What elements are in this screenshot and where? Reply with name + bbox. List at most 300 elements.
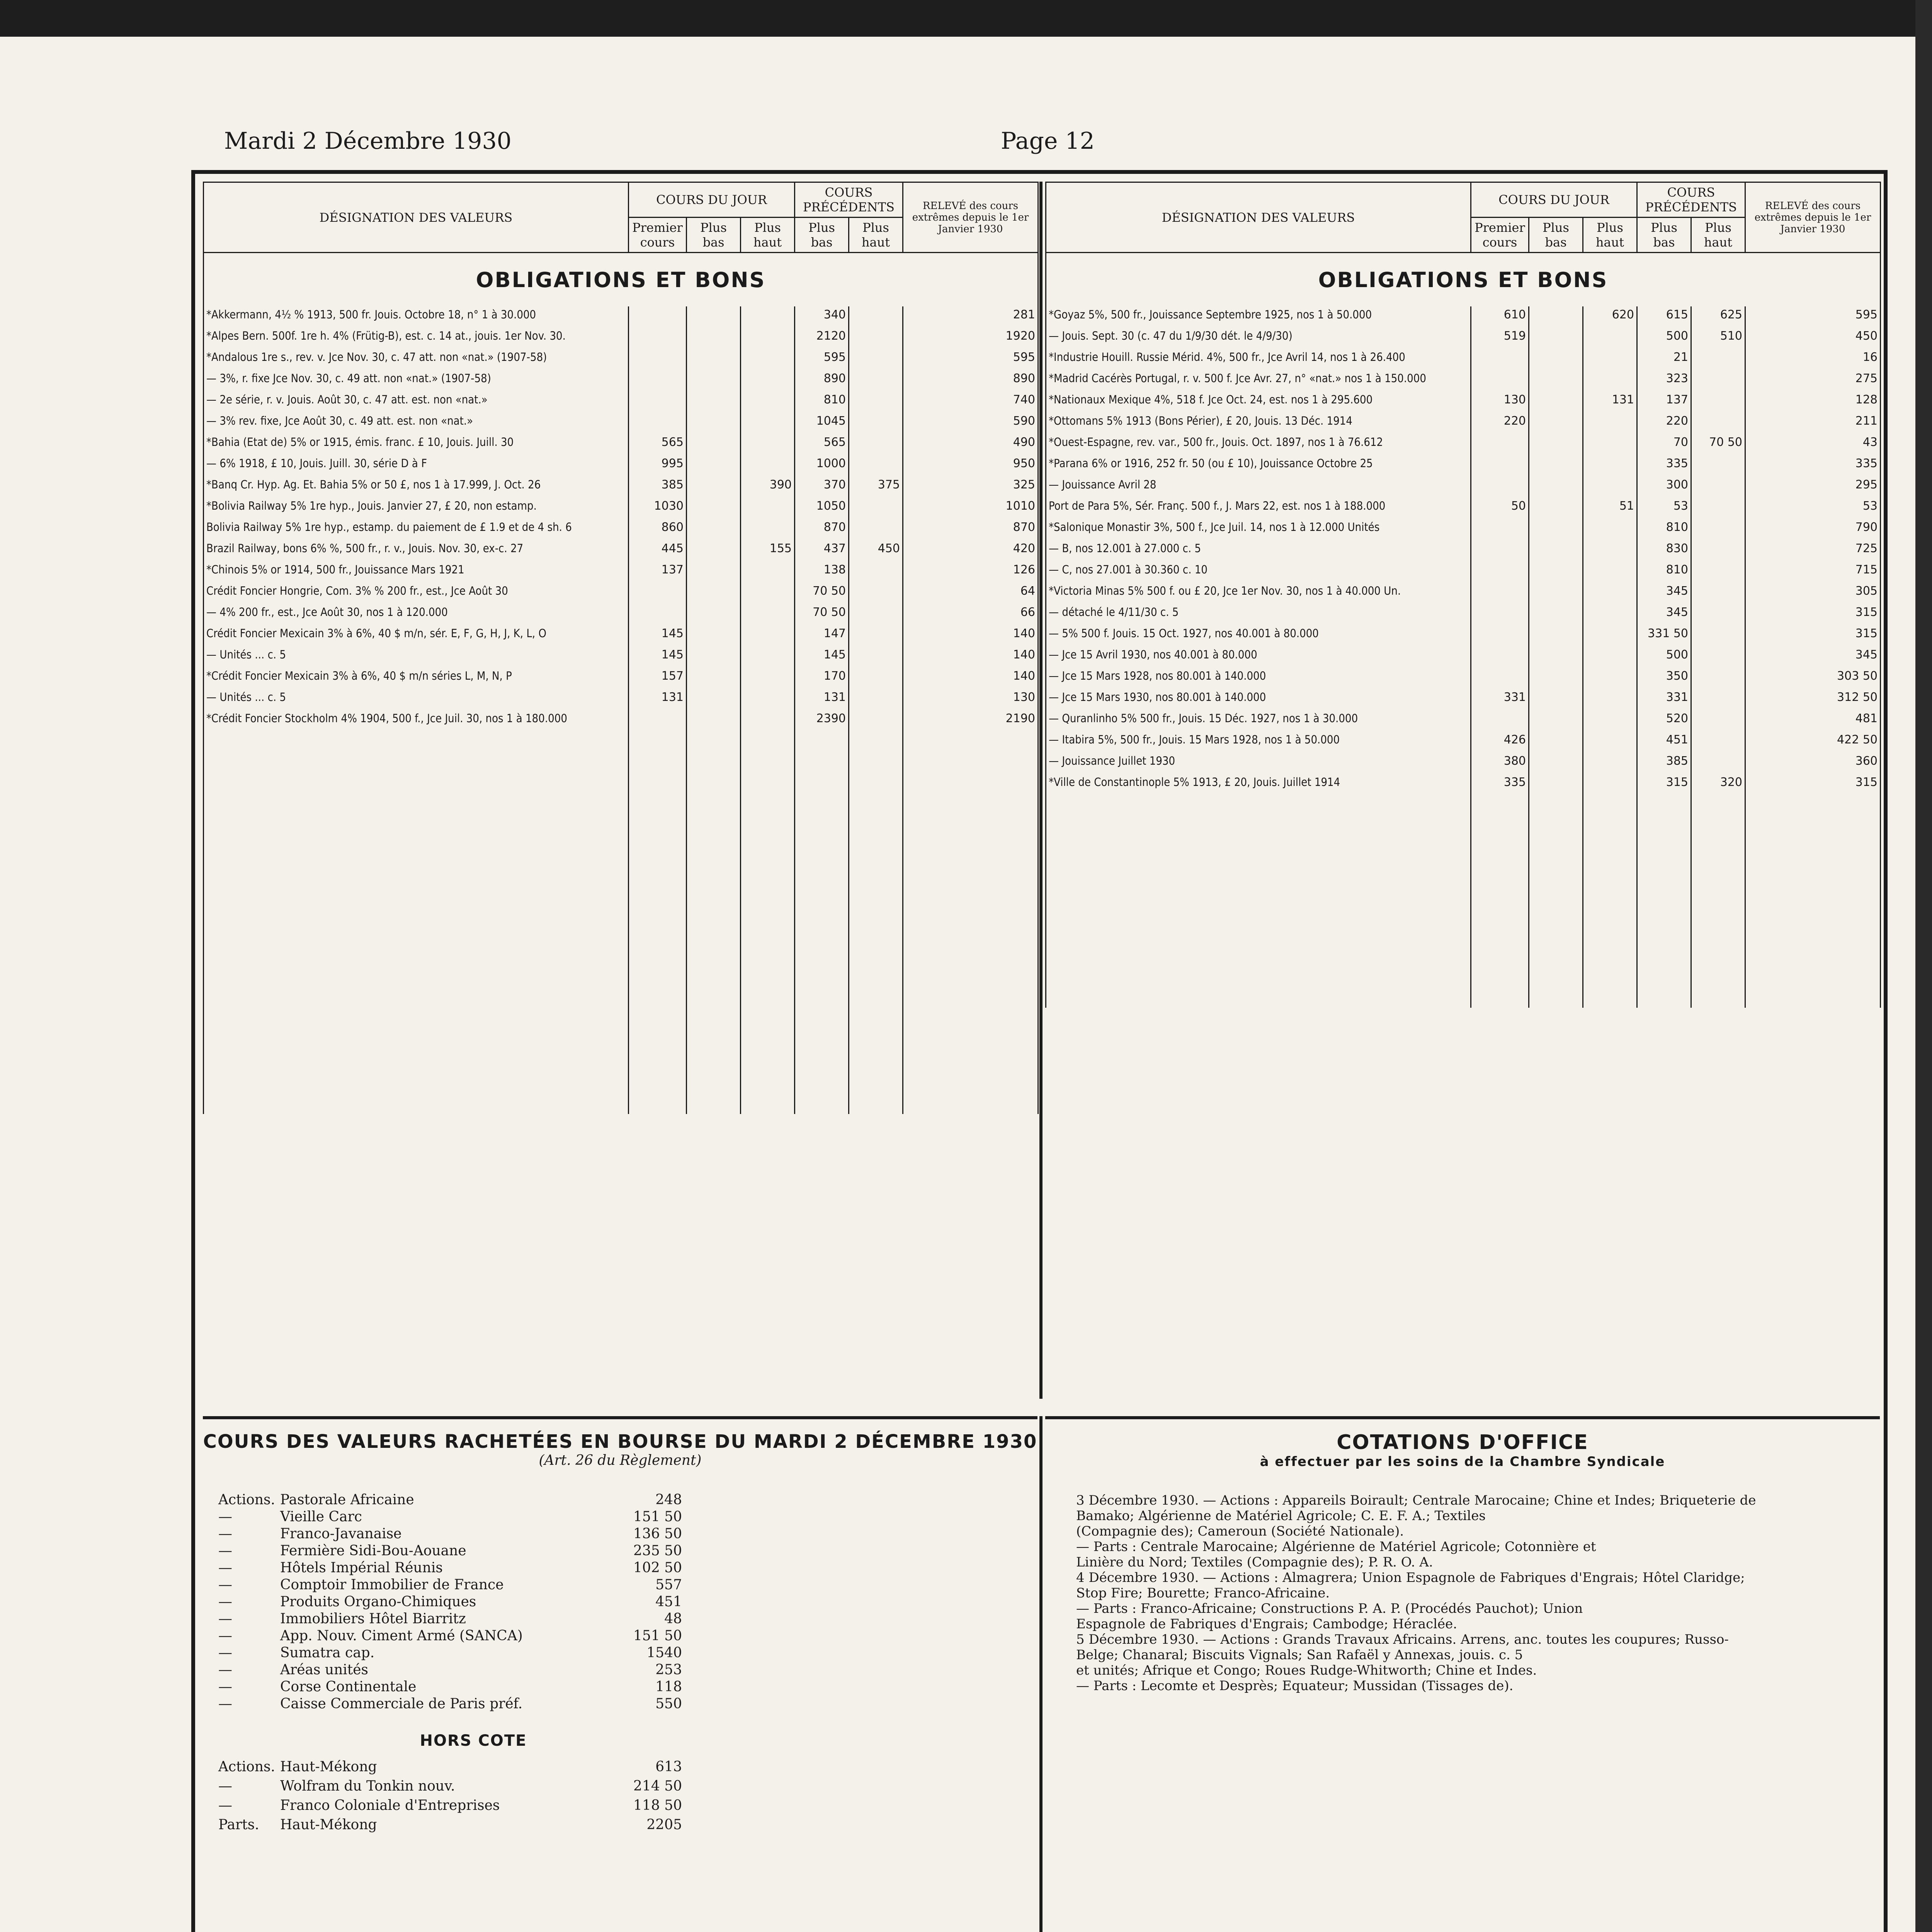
valeur-cours: 70 50 [1691, 434, 1745, 455]
valeur-cours: 340 [795, 306, 849, 328]
table-row [204, 370, 1038, 391]
valeur-cours [1691, 668, 1745, 689]
list-label: Aréas unités [280, 1662, 369, 1678]
valeur-cours: 137 [629, 561, 687, 583]
valeur-designation: — 6% 1918, £ 10, Jouis. Juill. 30, série D à F [204, 455, 629, 476]
cotation-line: Stop Fire; Bourette; Franco-Africaine. [1076, 1585, 1330, 1601]
valeur-cours [1691, 498, 1745, 519]
list-value: 557 [655, 1577, 682, 1593]
list-label: Franco-Javanaise [280, 1526, 402, 1542]
valeur-designation: *Parana 6% or 1916, 252 fr. 50 (ou £ 10), Jouissance Octobre 25 [1046, 455, 1471, 476]
scan-top-edge [0, 0, 1932, 37]
valeur-cours: 128 [1745, 391, 1881, 413]
valeur-cours: 51 [1583, 498, 1637, 519]
valeur-cours [1471, 434, 1529, 455]
list-label: Immobiliers Hôtel Biarritz [280, 1611, 466, 1627]
valeur-cours [629, 604, 687, 625]
valeur-cours [1471, 604, 1529, 625]
valeur-cours: 385 [629, 476, 687, 498]
valeur-cours [1471, 519, 1529, 540]
valeur-cours [1691, 455, 1745, 476]
list-value: 235 50 [633, 1543, 682, 1559]
valeur-cours [1583, 328, 1637, 349]
rachetee-row [218, 1509, 1037, 1526]
hors-cote-row [218, 1796, 1037, 1815]
valeur-cours [687, 476, 741, 498]
rachetee-row [218, 1611, 1037, 1628]
valeur-cours: 345 [1637, 604, 1691, 625]
valeur-cours [741, 328, 795, 349]
cotation-line: Espagnole de Fabriques d'Engrais; Cambodge; Héraclée. [1076, 1616, 1458, 1632]
header-premier: Premier cours [1471, 218, 1529, 253]
valeur-cours: 145 [629, 646, 687, 668]
valeur-cours [1529, 413, 1583, 434]
valeur-cours: 860 [629, 519, 687, 540]
valeur-cours: 390 [741, 476, 795, 498]
valeur-cours: 126 [903, 561, 1038, 583]
valeur-designation: *Chinois 5% or 1914, 500 fr., Jouissance Mars 1921 [204, 561, 629, 583]
valeur-cours: 1010 [903, 498, 1038, 519]
rachetees-subtitle: (Art. 26 du Règlement) [539, 1452, 702, 1468]
empty-row [1046, 965, 1881, 986]
valeur-cours [1583, 519, 1637, 540]
valeur-cours [741, 519, 795, 540]
valeur-cours: 320 [1691, 774, 1745, 795]
valeur-cours: 595 [903, 349, 1038, 370]
column-separator [1039, 182, 1043, 1399]
list-label: Produits Organo-Chimiques [280, 1594, 476, 1610]
valeur-cours: 315 [1745, 604, 1881, 625]
valeur-designation: *Bolivia Railway 5% 1re hyp., Jouis. Janvier 27, £ 20, non estamp. [204, 498, 629, 519]
valeur-cours: 519 [1471, 328, 1529, 349]
valeur-cours [1691, 349, 1745, 370]
valeur-cours [741, 668, 795, 689]
valeur-cours [1471, 668, 1529, 689]
section-title-right: OBLIGATIONS ET BONS [1046, 253, 1881, 307]
empty-row [204, 838, 1038, 859]
rachetee-row [218, 1560, 1037, 1577]
list-category: — [218, 1696, 232, 1712]
header-plus-bas: Plus bas [1529, 218, 1583, 253]
valeur-cours [741, 434, 795, 455]
list-category: — [218, 1679, 232, 1695]
valeur-cours: 740 [903, 391, 1038, 413]
valeur-cours: 360 [1745, 753, 1881, 774]
valeur-cours: 137 [1637, 391, 1691, 413]
table-row [204, 710, 1038, 731]
hors-cote-row [218, 1815, 1037, 1835]
valeur-cours: 331 50 [1637, 625, 1691, 646]
valeur-cours: 295 [1745, 476, 1881, 498]
empty-row [204, 795, 1038, 816]
list-category: — [218, 1594, 232, 1610]
list-value: 451 [655, 1594, 682, 1610]
header-plus-haut: Plus haut [1583, 218, 1637, 253]
valeur-cours [1583, 455, 1637, 476]
valeur-cours: 335 [1745, 455, 1881, 476]
valeur-cours [687, 710, 741, 731]
table-row [1046, 604, 1881, 625]
header-releve: RELEVÉ des cours extrêmes depuis le 1er Janvier 1930 [903, 182, 1038, 253]
valeur-cours: 520 [1637, 710, 1691, 731]
table-row [1046, 753, 1881, 774]
valeur-cours [1471, 583, 1529, 604]
valeur-cours: 481 [1745, 710, 1881, 731]
valeur-cours: 625 [1691, 306, 1745, 328]
valeur-cours: 375 [849, 476, 903, 498]
valeur-designation: *Industrie Houill. Russie Mérid. 4%, 500 fr., Jce Avril 14, nos 1 à 26.400 [1046, 349, 1471, 370]
list-label: App. Nouv. Ciment Armé (SANCA) [280, 1628, 523, 1644]
valeur-designation: — Jce 15 Mars 1930, nos 80.001 à 140.000 [1046, 689, 1471, 710]
rachetees-section [203, 1416, 1037, 1932]
valeur-cours: 500 [1637, 328, 1691, 349]
valeur-cours [1691, 561, 1745, 583]
valeur-cours: 220 [1471, 413, 1529, 434]
valeur-cours: 830 [1637, 540, 1691, 561]
valeur-cours: 490 [903, 434, 1038, 455]
valeur-cours [1583, 413, 1637, 434]
valeur-cours: 53 [1637, 498, 1691, 519]
valeur-cours [687, 668, 741, 689]
rachetee-row [218, 1662, 1037, 1679]
valeur-designation: *Madrid Cacérès Portugal, r. v. 500 f. Jce Avr. 27, n° «nat.» nos 1 à 150.000 [1046, 370, 1471, 391]
valeur-cours [629, 349, 687, 370]
valeur-cours: 130 [903, 689, 1038, 710]
valeur-cours: 1920 [903, 328, 1038, 349]
table-row [204, 668, 1038, 689]
table-row [1046, 519, 1881, 540]
empty-row [1046, 923, 1881, 944]
valeur-cours: 437 [795, 540, 849, 561]
table-row [204, 540, 1038, 561]
valeur-cours [1691, 646, 1745, 668]
valeur-cours [687, 583, 741, 604]
valeur-designation: Port de Para 5%, Sér. Franç. 500 f., J. Mars 22, est. nos 1 à 188.000 [1046, 498, 1471, 519]
valeur-cours [1529, 689, 1583, 710]
valeur-cours [1529, 646, 1583, 668]
valeur-cours [741, 561, 795, 583]
cotation-line: — Parts : Franco-Africaine; Constructions P. A. P. (Procédés Pauchot); Union [1076, 1601, 1583, 1616]
valeur-cours [1583, 689, 1637, 710]
scan-right-edge [1915, 0, 1932, 1932]
rachetees-list [218, 1492, 1037, 1713]
table-row [204, 625, 1038, 646]
list-label: Hôtels Impérial Réunis [280, 1560, 443, 1576]
table-row [204, 519, 1038, 540]
cotation-line: (Compagnie des); Cameroun (Société Nationale). [1076, 1524, 1404, 1539]
valeur-cours [1583, 434, 1637, 455]
valeur-cours: 1000 [795, 455, 849, 476]
valeur-cours: 275 [1745, 370, 1881, 391]
table-row [1046, 731, 1881, 753]
valeur-cours [741, 391, 795, 413]
empty-row [204, 923, 1038, 944]
cotations-section [1045, 1416, 1880, 1932]
valeur-cours [1583, 668, 1637, 689]
valeur-cours [687, 689, 741, 710]
valeur-cours [687, 625, 741, 646]
list-category: — [218, 1628, 232, 1644]
valeur-designation: *Nationaux Mexique 4%, 518 f. Jce Oct. 24, est. nos 1 à 295.600 [1046, 391, 1471, 413]
hors-cote-title: HORS COTE [420, 1732, 527, 1750]
valeur-cours [687, 370, 741, 391]
header-plus-haut: Plus haut [741, 218, 795, 253]
header-prec-bas: Plus bas [795, 218, 849, 253]
empty-row [204, 1071, 1038, 1093]
valeur-cours [741, 498, 795, 519]
table-row [1046, 561, 1881, 583]
valeur-cours [849, 646, 903, 668]
valeur-cours: 450 [849, 540, 903, 561]
table-row [1046, 646, 1881, 668]
cotation-line: Belge; Chanaral; Biscuits Vignals; San Rafaël y Annexas, jouis. c. 5 [1076, 1647, 1523, 1663]
table-row [204, 689, 1038, 710]
list-category: Actions. [218, 1492, 275, 1508]
valeur-cours [1529, 625, 1583, 646]
valeur-cours: 130 [1471, 391, 1529, 413]
table-row [204, 349, 1038, 370]
valeur-designation: *Salonique Monastir 3%, 500 f., Jce Juil. 14, nos 1 à 12.000 Unités [1046, 519, 1471, 540]
valeur-cours: 725 [1745, 540, 1881, 561]
valeur-cours: 70 50 [795, 583, 849, 604]
list-value: 248 [655, 1492, 682, 1508]
valeur-cours [687, 434, 741, 455]
table-row [1046, 391, 1881, 413]
valeur-designation: *Ottomans 5% 1913 (Bons Périer), £ 20, Jouis. 13 Déc. 1914 [1046, 413, 1471, 434]
valeur-cours [1529, 434, 1583, 455]
list-value: 253 [655, 1662, 682, 1678]
valeur-cours [1583, 774, 1637, 795]
rachetee-row [218, 1594, 1037, 1611]
list-label: Wolfram du Tonkin nouv. [280, 1778, 455, 1794]
valeur-cours: 170 [795, 668, 849, 689]
list-value: 102 50 [633, 1560, 682, 1576]
list-value: 550 [655, 1696, 682, 1712]
valeur-cours: 138 [795, 561, 849, 583]
valeur-cours [687, 498, 741, 519]
list-category: — [218, 1543, 232, 1559]
rachetee-row [218, 1577, 1037, 1594]
valeur-cours [687, 561, 741, 583]
valeur-cours [1471, 561, 1529, 583]
valeur-cours [1529, 455, 1583, 476]
valeur-designation: — Jouissance Avril 28 [1046, 476, 1471, 498]
valeur-cours: 380 [1471, 753, 1529, 774]
table-row [1046, 306, 1881, 328]
valeur-cours: 426 [1471, 731, 1529, 753]
valeur-designation: *Bahia (Etat de) 5% or 1915, émis. franc. £ 10, Jouis. Juill. 30 [204, 434, 629, 455]
list-category: Actions. [218, 1759, 275, 1775]
valeur-cours: 315 [1745, 774, 1881, 795]
valeur-cours: 281 [903, 306, 1038, 328]
rachetee-row [218, 1526, 1037, 1543]
valeur-cours [687, 349, 741, 370]
empty-row [204, 901, 1038, 923]
valeur-cours [687, 306, 741, 328]
valeur-cours [1471, 476, 1529, 498]
valeur-cours: 70 50 [795, 604, 849, 625]
empty-row [1046, 838, 1881, 859]
rachetee-row [218, 1645, 1037, 1662]
valeur-cours [1529, 753, 1583, 774]
list-label: Caisse Commerciale de Paris préf. [280, 1696, 523, 1712]
empty-row [204, 753, 1038, 774]
table-row [1046, 455, 1881, 476]
valeur-cours [1583, 561, 1637, 583]
valeur-cours [849, 561, 903, 583]
valeur-cours: 810 [1637, 561, 1691, 583]
page-frame [191, 170, 1888, 1932]
list-label: Comptoir Immobilier de France [280, 1577, 504, 1593]
list-value: 118 50 [633, 1798, 682, 1813]
valeur-cours [687, 604, 741, 625]
empty-row [204, 859, 1038, 880]
valeur-cours [849, 668, 903, 689]
valeur-cours [1583, 753, 1637, 774]
column-separator [1039, 1416, 1043, 1932]
valeur-cours: 610 [1471, 306, 1529, 328]
list-label: Pastorale Africaine [280, 1492, 414, 1508]
table-row [1046, 540, 1881, 561]
valeur-cours [629, 370, 687, 391]
list-label: Sumatra cap. [280, 1645, 375, 1661]
valeur-cours: 335 [1637, 455, 1691, 476]
empty-row [204, 965, 1038, 986]
valeur-cours [849, 625, 903, 646]
list-value: 1540 [646, 1645, 682, 1661]
valeur-designation: *Akkermann, 4½ % 1913, 500 fr. Jouis. Octobre 18, n° 1 à 30.000 [204, 306, 629, 328]
table-row [204, 455, 1038, 476]
bourse-right [1045, 182, 1880, 1399]
list-value: 118 [655, 1679, 682, 1695]
rachetee-row [218, 1492, 1037, 1509]
valeur-cours: 890 [903, 370, 1038, 391]
header-releve: RELEVÉ des cours extrêmes depuis le 1er Janvier 1930 [1745, 182, 1881, 253]
valeur-cours [1583, 349, 1637, 370]
list-category: — [218, 1645, 232, 1661]
valeur-cours [629, 583, 687, 604]
table-row [1046, 370, 1881, 391]
valeur-cours [1583, 731, 1637, 753]
valeur-designation: — 4% 200 fr., est., Jce Août 30, nos 1 à 120.000 [204, 604, 629, 625]
valeur-cours [629, 306, 687, 328]
valeur-designation: *Banq Cr. Hyp. Ag. Et. Bahia 5% or 50 £, nos 1 à 17.999, J. Oct. 26 [204, 476, 629, 498]
table-row [204, 476, 1038, 498]
valeur-cours: 890 [795, 370, 849, 391]
empty-row [204, 1093, 1038, 1114]
header-prec-bas: Plus bas [1637, 218, 1691, 253]
bourse-left [203, 182, 1037, 1399]
table-row [204, 561, 1038, 583]
valeur-cours: 157 [629, 668, 687, 689]
valeur-designation: *Ville de Constantinople 5% 1913, £ 20, Jouis. Juillet 1914 [1046, 774, 1471, 795]
valeur-cours [849, 689, 903, 710]
valeur-designation: — Unités ... c. 5 [204, 689, 629, 710]
valeur-cours [1529, 540, 1583, 561]
valeur-cours [1691, 391, 1745, 413]
valeur-cours [741, 625, 795, 646]
valeur-cours [849, 604, 903, 625]
empty-row [204, 731, 1038, 753]
valeur-cours [849, 413, 903, 434]
valeur-designation: — détaché le 4/11/30 c. 5 [1046, 604, 1471, 625]
valeur-designation: — 3% rev. fixe, Jce Août 30, c. 49 att. est. non «nat.» [204, 413, 629, 434]
valeur-cours [687, 328, 741, 349]
cotation-line: et unités; Afrique et Congo; Roues Rudge-Whitworth; Chine et Indes. [1076, 1663, 1537, 1678]
valeur-cours: 870 [903, 519, 1038, 540]
valeur-cours [1529, 391, 1583, 413]
valeur-designation: *Alpes Bern. 500f. 1re h. 4% (Frütig-B), est. c. 14 at., jouis. 1er Nov. 30. [204, 328, 629, 349]
valeur-cours: 147 [795, 625, 849, 646]
valeur-cours [741, 306, 795, 328]
valeur-cours [1529, 731, 1583, 753]
valeur-cours [629, 413, 687, 434]
valeur-cours [687, 646, 741, 668]
valeur-designation: Crédit Foncier Hongrie, Com. 3% % 200 fr., est., Jce Août 30 [204, 583, 629, 604]
valeur-cours: 451 [1637, 731, 1691, 753]
valeur-cours: 715 [1745, 561, 1881, 583]
header-cours-precedents: COURS PRÉCÉDENTS [1637, 182, 1745, 218]
valeur-cours [849, 583, 903, 604]
list-category: — [218, 1662, 232, 1678]
valeur-cours [629, 391, 687, 413]
valeur-designation: *Crédit Foncier Mexicain 3% à 6%, 40 $ m/n séries L, M, N, P [204, 668, 629, 689]
valeur-designation: — Jouis. Sept. 30 (c. 47 du 1/9/30 dét. le 4/9/30) [1046, 328, 1471, 349]
valeur-cours [1529, 774, 1583, 795]
valeur-cours: 1050 [795, 498, 849, 519]
valeur-cours [1583, 540, 1637, 561]
valeur-cours [849, 434, 903, 455]
hors-cote-row [218, 1757, 1037, 1777]
table-row [1046, 774, 1881, 795]
valeur-cours: 2190 [903, 710, 1038, 731]
valeur-cours [1529, 561, 1583, 583]
valeur-cours [1691, 583, 1745, 604]
valeur-cours [1691, 413, 1745, 434]
valeur-cours: 350 [1637, 668, 1691, 689]
valeur-designation: *Victoria Minas 5% 500 f. ou £ 20, Jce 1er Nov. 30, nos 1 à 40.000 Un. [1046, 583, 1471, 604]
valeur-cours: 315 [1637, 774, 1691, 795]
valeur-cours: 385 [1637, 753, 1691, 774]
empty-row [1046, 795, 1881, 816]
valeur-cours [849, 391, 903, 413]
list-value: 48 [664, 1611, 682, 1627]
header-cours-du-jour: COURS DU JOUR [629, 182, 795, 218]
rachetee-row [218, 1543, 1037, 1560]
valeur-cours [1529, 583, 1583, 604]
hors-cote-list [218, 1757, 1037, 1835]
empty-row [204, 986, 1038, 1008]
valeur-cours [687, 540, 741, 561]
empty-row [204, 1029, 1038, 1050]
valeur-cours [1471, 455, 1529, 476]
list-value: 613 [655, 1759, 682, 1775]
valeur-cours: 810 [795, 391, 849, 413]
valeur-cours: 145 [629, 625, 687, 646]
valeur-designation: — Unités ... c. 5 [204, 646, 629, 668]
empty-row [204, 944, 1038, 965]
valeur-cours: 155 [741, 540, 795, 561]
page-date: Mardi 2 Décembre 1930 [224, 128, 512, 155]
valeur-cours: 140 [903, 668, 1038, 689]
valeur-designation: *Ouest-Espagne, rev. var., 500 fr., Jouis. Oct. 1897, nos 1 à 76.612 [1046, 434, 1471, 455]
list-category: — [218, 1526, 232, 1542]
valeur-cours [1583, 476, 1637, 498]
valeur-cours [1529, 349, 1583, 370]
valeur-cours [687, 519, 741, 540]
list-value: 151 50 [633, 1628, 682, 1644]
table-row [1046, 710, 1881, 731]
